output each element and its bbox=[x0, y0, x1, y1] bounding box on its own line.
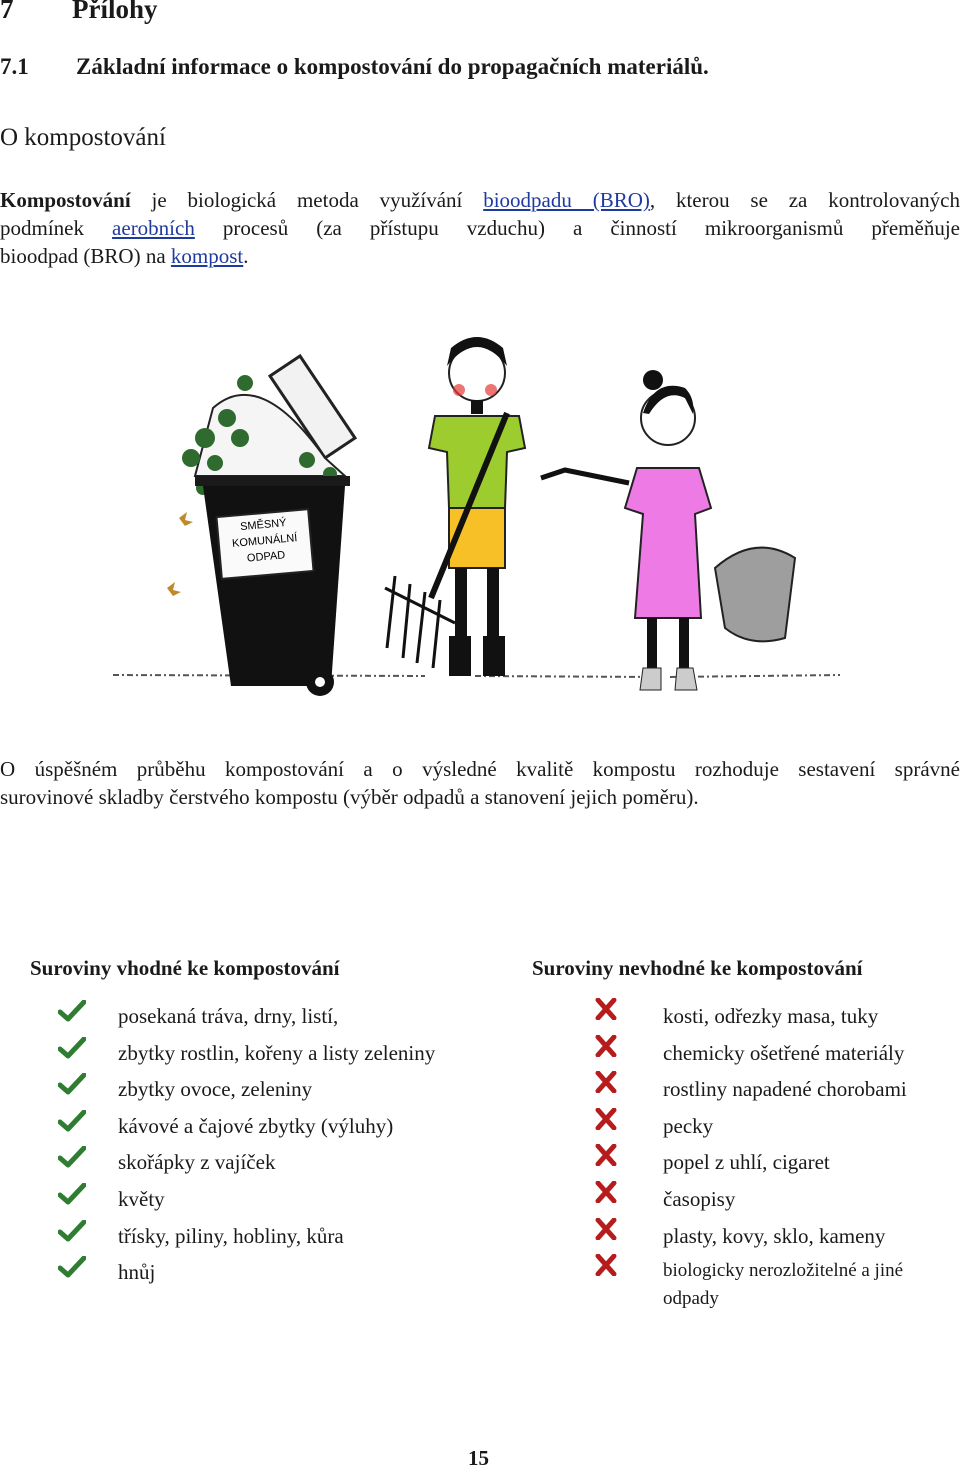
link-kompost[interactable]: kompost bbox=[170, 244, 244, 268]
suitable-heading: Suroviny vhodné ke kompostování bbox=[30, 956, 340, 980]
suitable-item: zbytky ovoce, zeleniny bbox=[118, 1077, 313, 1102]
bin-sign-line-3: ODPAD bbox=[246, 549, 286, 565]
suitable-item: skořápky z vajíček bbox=[118, 1150, 276, 1175]
cross-icon bbox=[592, 998, 620, 1020]
boy-with-pitchfork-icon bbox=[385, 337, 525, 676]
cross-icon bbox=[592, 1218, 620, 1240]
suitable-item: třísky, piliny, hobliny, kůra bbox=[118, 1223, 344, 1248]
composition-paragraph bbox=[0, 755, 960, 811]
unsuitable-item: časopisy bbox=[663, 1187, 736, 1211]
composition-line-1: O úspěšném průběhu kompostování a o výsledné kvalitě kompostu rozhoduje sestavení správné bbox=[0, 757, 960, 781]
garbage-bin-icon bbox=[167, 356, 355, 696]
cross-icon bbox=[592, 1035, 620, 1057]
intro-line-1: Kompostování je biologická metoda využívání bioodpadu (BRO), kterou se za kontrolovaných bbox=[0, 188, 960, 212]
chapter-title: Přílohy bbox=[72, 0, 158, 24]
unsuitable-item: rostliny napadené chorobami bbox=[663, 1077, 907, 1102]
check-icon bbox=[58, 1110, 86, 1132]
unsuitable-item: pecky bbox=[663, 1113, 714, 1138]
intro-line-3: bioodpad (BRO) na kompost. bbox=[0, 244, 249, 268]
page-number: 15 bbox=[468, 1446, 489, 1470]
check-icon bbox=[58, 1000, 86, 1022]
cross-icon bbox=[592, 1108, 620, 1130]
unsuitable-item: biologicky nerozložitelné a jiné bbox=[663, 1260, 904, 1282]
unsuitable-item: chemicky ošetřené materiály bbox=[663, 1040, 905, 1065]
subsection-heading: O kompostování bbox=[0, 124, 166, 151]
cross-icon bbox=[592, 1144, 620, 1166]
suitable-item: hnůj bbox=[118, 1260, 156, 1285]
chapter-heading bbox=[0, 0, 158, 25]
unsuitable-heading: Suroviny nevhodné ke kompostování bbox=[532, 956, 863, 980]
woman-with-basket-icon bbox=[541, 370, 795, 690]
cross-icon bbox=[592, 1254, 620, 1276]
cross-icon bbox=[592, 1181, 620, 1203]
suitable-item: kávové a čajové zbytky (výluhy) bbox=[118, 1113, 394, 1138]
link-aerobnich[interactable]: aerobních bbox=[112, 216, 195, 240]
check-icon bbox=[58, 1256, 86, 1278]
intro-paragraph bbox=[0, 186, 960, 270]
check-icon bbox=[58, 1073, 86, 1095]
composting-illustration bbox=[95, 318, 865, 718]
intro-line-2: podmínek aerobních procesů (za přístupu vzduchu) a činností mikroorganismů přeměňuje bbox=[0, 216, 960, 240]
check-icon bbox=[58, 1146, 86, 1168]
unsuitable-item: popel z uhlí, cigaret bbox=[663, 1150, 830, 1175]
link-bioodpad[interactable]: bioodpadu (BRO) bbox=[483, 188, 650, 212]
check-icon bbox=[58, 1220, 86, 1242]
check-icon bbox=[58, 1183, 86, 1205]
bin-sign-line-1: SMĚSNÝ bbox=[239, 517, 288, 534]
suitable-item: květy bbox=[118, 1187, 165, 1211]
section-title: Základní informace o kompostování do propagačních materiálů. bbox=[76, 54, 709, 79]
unsuitable-item: odpady bbox=[663, 1288, 719, 1310]
check-icon bbox=[58, 1037, 86, 1059]
unsuitable-item: kosti, odřezky masa, tuky bbox=[663, 1004, 879, 1028]
bold-term: Kompostování bbox=[0, 188, 131, 212]
suitable-item: posekaná tráva, drny, listí, bbox=[118, 1004, 339, 1028]
section-heading bbox=[0, 54, 709, 80]
chapter-number: 7 bbox=[0, 0, 14, 24]
cross-icon bbox=[592, 1071, 620, 1093]
unsuitable-item: plasty, kovy, sklo, kameny bbox=[663, 1223, 886, 1248]
section-number: 7.1 bbox=[0, 54, 29, 79]
suitable-item: zbytky rostlin, kořeny a listy zeleniny bbox=[118, 1040, 436, 1065]
composition-line-2: surovinové skladby čerstvého kompostu (výběr odpadů a stanovení jejich poměru). bbox=[0, 785, 699, 809]
bin-sign-line-2: KOMUNÁLNÍ bbox=[231, 532, 298, 550]
